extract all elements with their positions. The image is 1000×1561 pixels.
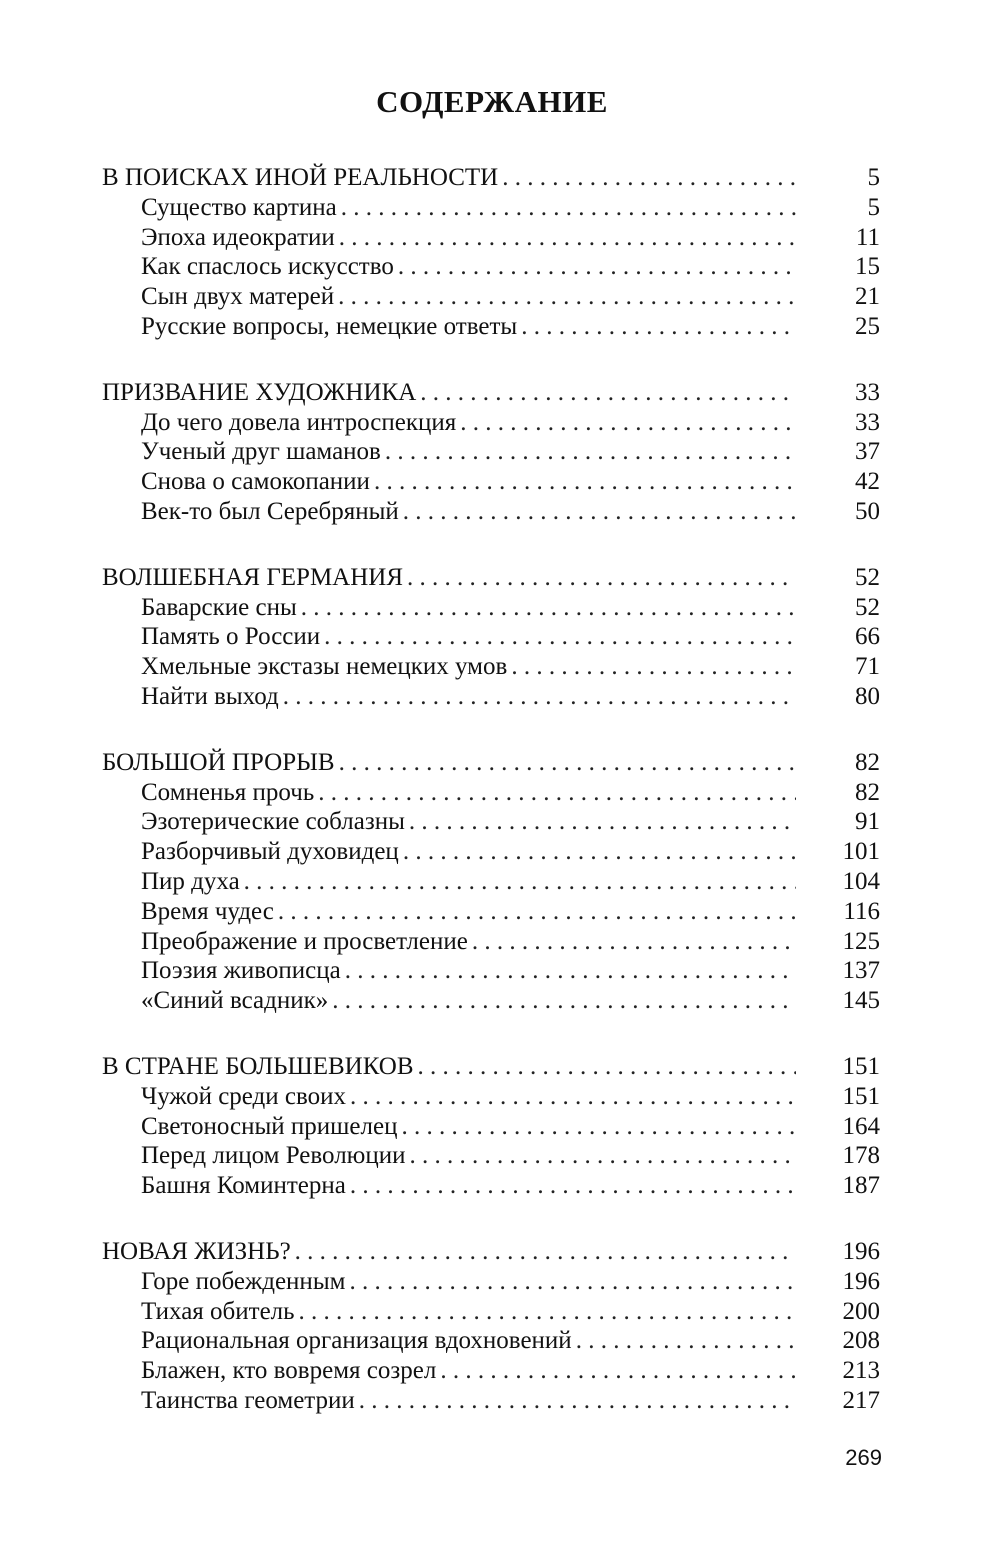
toc-chapter-row	[102, 807, 880, 837]
toc-chapter-row	[102, 593, 880, 623]
chapter-title: Существо картина	[141, 193, 337, 221]
dot-leader	[278, 897, 796, 927]
chapter-title: Светоносный пришелец	[141, 1112, 398, 1140]
toc-chapter-row	[102, 682, 880, 712]
chapter-title: Горе побежденным	[141, 1267, 346, 1295]
dot-leader	[374, 467, 796, 497]
toc-section	[102, 563, 880, 712]
dot-leader	[511, 652, 796, 682]
toc-chapter-row	[102, 437, 880, 467]
toc-section	[102, 1237, 880, 1416]
dot-leader	[301, 593, 796, 623]
chapter-title: Баварские сны	[141, 593, 297, 621]
toc-chapter-row	[102, 986, 880, 1016]
chapter-title: Эпоха идеократии	[141, 223, 335, 251]
chapter-title: Рациональная организация вдохновений	[141, 1327, 572, 1355]
dot-leader	[244, 867, 796, 897]
toc-chapter-row	[102, 897, 880, 927]
dot-leader	[299, 1297, 796, 1327]
chapter-title: Хмельные экстазы немецких умов	[141, 653, 508, 681]
dot-leader	[398, 252, 796, 282]
toc-section	[102, 163, 880, 342]
toc-chapter-row	[102, 1356, 880, 1386]
toc-chapter-row	[102, 622, 880, 652]
chapter-title: Перед лицом Революции	[141, 1142, 406, 1170]
toc-page-number: 25	[855, 312, 880, 340]
toc-page-number: 151	[842, 1052, 880, 1080]
toc-page-number: 33	[855, 408, 880, 436]
dot-leader	[324, 622, 796, 652]
toc-part-row	[102, 1237, 880, 1267]
page-number: 269	[845, 1445, 882, 1470]
toc-page-number: 80	[855, 682, 880, 710]
chapter-title: Как спаслось искусство	[141, 253, 394, 281]
toc-part-row	[102, 563, 880, 593]
chapter-title: Разборчивый духовидец	[141, 838, 399, 866]
chapter-title: Ученый друг шаманов	[141, 438, 381, 466]
dot-leader	[339, 748, 796, 778]
dot-leader	[345, 956, 796, 986]
toc-page-number: 71	[855, 653, 880, 681]
chapter-title: Память о России	[141, 623, 321, 651]
dot-leader	[283, 682, 796, 712]
toc-chapter-row	[102, 312, 880, 342]
toc-chapter-row	[102, 223, 880, 253]
toc-page-number: 5	[867, 164, 880, 191]
toc-page-number: 164	[842, 1112, 880, 1140]
toc-page-number: 104	[842, 867, 880, 895]
toc-page-number: 116	[843, 897, 880, 925]
toc-page-number: 52	[855, 593, 880, 621]
toc-chapter-row	[102, 652, 880, 682]
page-title: СОДЕРЖАНИЕ	[376, 84, 608, 119]
chapter-title: Сомненья прочь	[141, 778, 315, 806]
part-title: ПРИЗВАНИЕ ХУДОЖНИКА	[102, 378, 417, 406]
toc-section	[102, 378, 880, 527]
toc-page-number: 151	[842, 1082, 880, 1110]
dot-leader	[339, 223, 796, 253]
part-title: НОВАЯ ЖИЗНЬ?	[102, 1237, 291, 1265]
chapter-title: Башня Коминтерна	[141, 1172, 346, 1200]
dot-leader	[350, 1171, 796, 1201]
toc-section	[102, 1052, 880, 1201]
toc-page-number: 208	[842, 1327, 880, 1355]
toc-chapter-row	[102, 867, 880, 897]
dot-leader	[385, 437, 796, 467]
dot-leader	[407, 563, 796, 593]
toc-page-number: 187	[842, 1172, 880, 1200]
toc-part-row	[102, 378, 880, 408]
toc-page-number: 50	[855, 497, 880, 525]
chapter-title: Время чудес	[141, 897, 274, 925]
toc-chapter-row	[102, 1082, 880, 1112]
toc-chapter-row	[102, 252, 880, 282]
toc-page-number: 11	[855, 223, 880, 251]
toc-page-number: 42	[855, 468, 880, 496]
toc-part-row	[102, 748, 880, 778]
toc-chapter-row	[102, 1297, 880, 1327]
toc-page-number: 137	[842, 957, 880, 985]
dot-leader	[338, 282, 796, 312]
toc-chapter-row	[102, 956, 880, 986]
dot-leader	[521, 312, 796, 342]
dot-leader	[318, 778, 796, 808]
dot-leader	[460, 408, 796, 438]
dot-leader	[409, 807, 796, 837]
chapter-title: Русские вопросы, немецкие ответы	[141, 312, 518, 340]
dot-leader	[502, 163, 796, 193]
dot-leader	[403, 497, 796, 527]
toc-page-number: 101	[842, 838, 880, 866]
toc-page-number: 52	[855, 563, 880, 591]
toc-chapter-row	[102, 408, 880, 438]
toc-page-number: 82	[855, 778, 880, 806]
chapter-title: Поэзия живописца	[141, 957, 341, 985]
toc-page-number: 217	[842, 1386, 880, 1414]
toc-page-number: 5	[867, 193, 880, 221]
dot-leader	[403, 837, 796, 867]
dot-leader	[341, 193, 796, 223]
toc-chapter-row	[102, 1386, 880, 1416]
toc-page-number: 66	[855, 623, 880, 651]
dot-leader	[440, 1356, 796, 1386]
toc-chapter-row	[102, 1112, 880, 1142]
dot-leader	[401, 1112, 796, 1142]
part-title: В СТРАНЕ БОЛЬШЕВИКОВ	[102, 1052, 414, 1080]
chapter-title: Таинства геометрии	[141, 1386, 355, 1414]
toc-page-number: 200	[842, 1297, 880, 1325]
toc-page-number: 91	[855, 808, 880, 836]
toc-page-number: 82	[855, 748, 880, 776]
chapter-title: Чужой среди своих	[141, 1082, 347, 1110]
toc-chapter-row	[102, 193, 880, 223]
toc-page-number: 37	[855, 438, 880, 466]
dot-leader	[359, 1386, 796, 1416]
chapter-title: Сын двух матерей	[141, 283, 335, 311]
chapter-title: Эзотерические соблазны	[141, 808, 405, 836]
chapter-title: До чего довела интроспекция	[141, 408, 457, 436]
toc-chapter-row	[102, 282, 880, 312]
chapter-title: Век-то был Серебряный	[141, 497, 399, 525]
toc-chapter-row	[102, 1171, 880, 1201]
toc-chapter-row	[102, 1267, 880, 1297]
chapter-title: Блажен, кто вовремя созрел	[141, 1357, 437, 1385]
toc-section	[102, 748, 880, 1016]
chapter-title: Пир духа	[141, 867, 240, 895]
toc-page-number: 196	[842, 1237, 880, 1265]
chapter-title: Преображение и просветление	[141, 927, 468, 955]
chapter-title: Снова о самокопании	[141, 468, 370, 496]
toc-page-number: 213	[842, 1357, 880, 1385]
dot-leader	[472, 927, 796, 957]
dot-leader	[332, 986, 796, 1016]
dot-leader	[418, 1052, 796, 1082]
table-of-contents	[102, 163, 880, 1452]
part-title: БОЛЬШОЙ ПРОРЫВ	[102, 748, 335, 776]
toc-chapter-row	[102, 1141, 880, 1171]
toc-page-number: 21	[855, 283, 880, 311]
dot-leader	[350, 1082, 796, 1112]
dot-leader	[349, 1267, 796, 1297]
dot-leader	[409, 1141, 796, 1171]
part-title: В ПОИСКАХ ИНОЙ РЕАЛЬНОСТИ	[102, 164, 499, 191]
toc-chapter-row	[102, 837, 880, 867]
toc-chapter-row	[102, 927, 880, 957]
toc-page-number: 145	[842, 987, 880, 1015]
toc-chapter-row	[102, 778, 880, 808]
toc-chapter-row	[102, 497, 880, 527]
dot-leader	[420, 378, 796, 408]
toc-chapter-row	[102, 467, 880, 497]
chapter-title: «Синий всадник»	[141, 987, 329, 1015]
toc-page-number: 33	[855, 378, 880, 406]
toc-page-number: 196	[842, 1267, 880, 1295]
toc-page-number: 178	[842, 1142, 880, 1170]
chapter-title: Тихая обитель	[141, 1297, 295, 1325]
toc-part-row	[102, 1052, 880, 1082]
part-title: ВОЛШЕБНАЯ ГЕРМАНИЯ	[102, 563, 404, 591]
dot-leader	[576, 1326, 796, 1356]
toc-page-number: 125	[842, 927, 880, 955]
chapter-title: Найти выход	[141, 682, 279, 710]
dot-leader	[295, 1237, 796, 1267]
toc-part-row	[102, 163, 880, 193]
toc-chapter-row	[102, 1326, 880, 1356]
toc-page-number: 15	[855, 253, 880, 281]
